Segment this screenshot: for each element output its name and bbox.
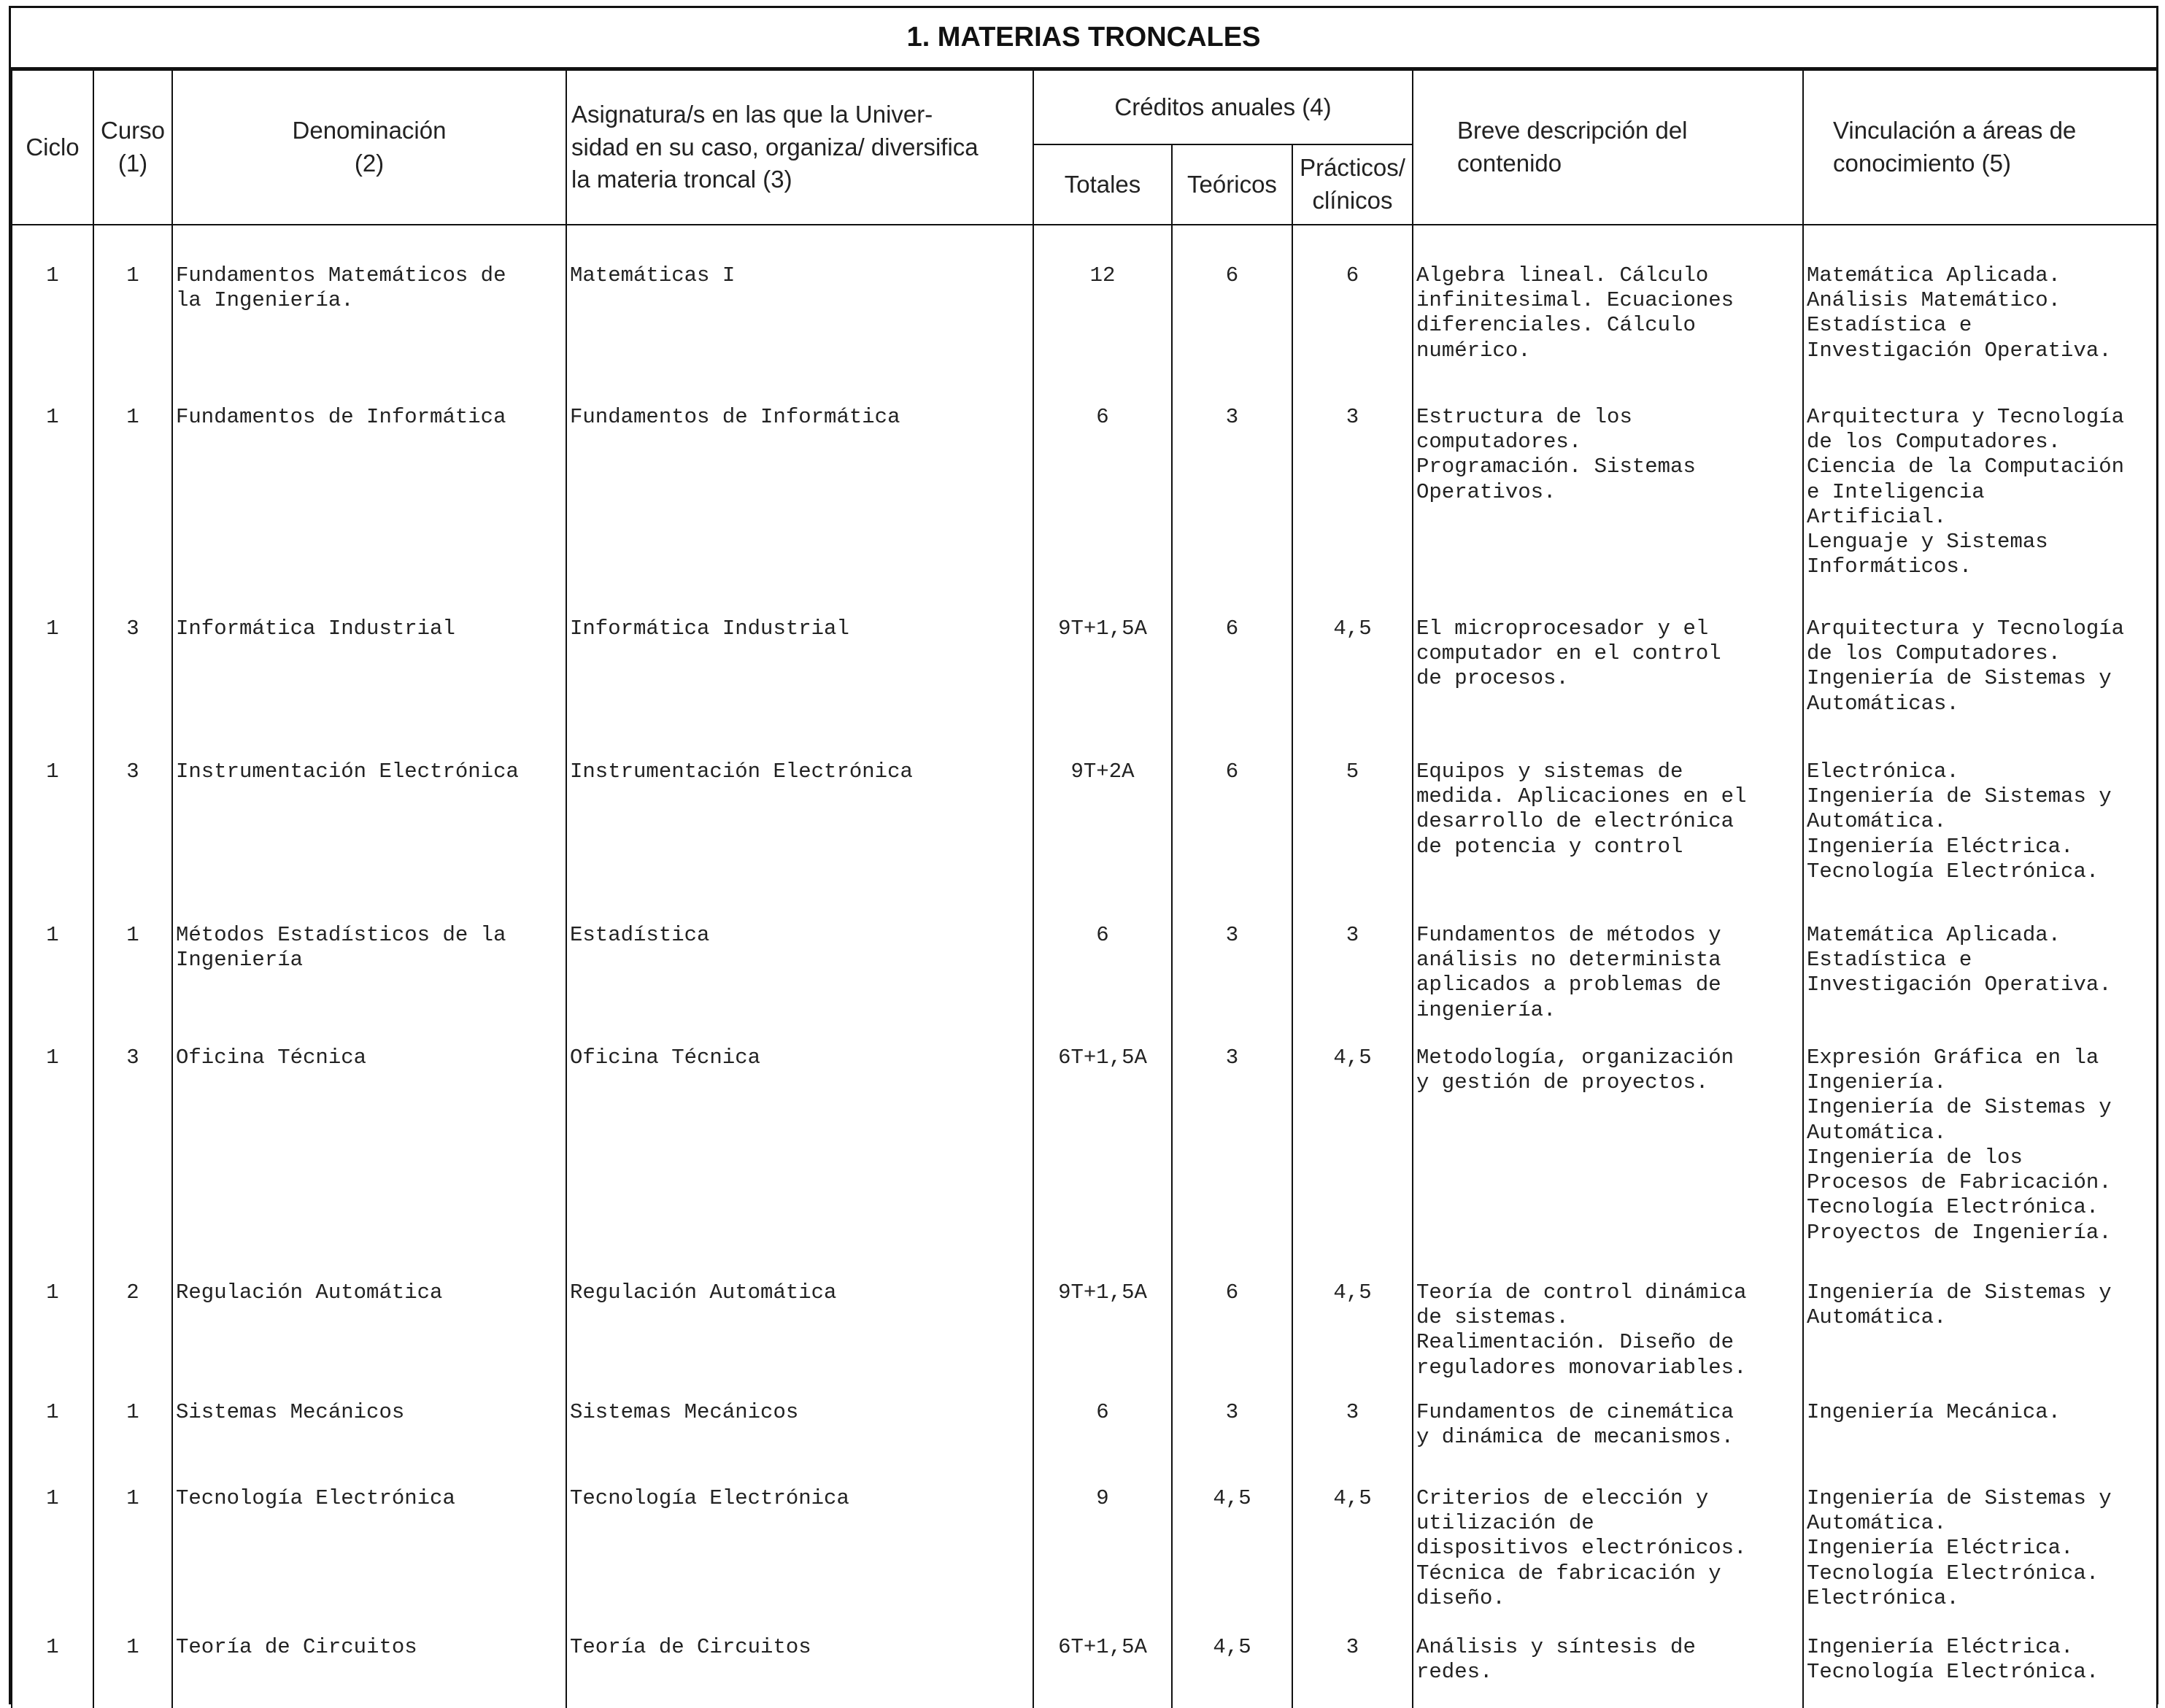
cell-totales: 6T+1,5A [1033,1635,1172,1708]
materias-troncales-sheet [9,6,2158,1704]
cell-descripcion: Estructura de los computadores. Programación. Sistemas Operativos. [1413,405,1803,617]
cell-asignatura: Sistemas Mecánicos [566,1400,1033,1486]
cell-descripcion: Metodología, organización y gestión de proyectos. [1413,1046,1803,1280]
cell-totales: 9T+1,5A [1033,1280,1172,1400]
cell-vinculacion: Ingeniería Eléctrica. Tecnología Electrónica. [1803,1635,2157,1708]
cell-denominacion: Métodos Estadísticos de la Ingeniería [172,923,566,1046]
table-row [12,1486,2157,1635]
cell-totales: 9T+1,5A [1033,617,1172,760]
cell-teoricos: 6 [1172,263,1292,405]
cell-descripcion: Fundamentos de métodos y análisis no determinista aplicados a problemas de ingeniería. [1413,923,1803,1046]
col-denominacion: Denominación (2) [172,70,566,225]
col-ciclo: Ciclo [12,70,93,225]
cell-totales: 12 [1033,263,1172,405]
cell-practicos: 6 [1292,263,1413,405]
cell-ciclo: 1 [12,1280,93,1400]
cell-denominacion: Fundamentos Matemáticos de la Ingeniería. [172,263,566,405]
cell-teoricos: 6 [1172,760,1292,923]
cell-curso: 3 [93,1046,172,1280]
cell-teoricos: 4,5 [1172,1635,1292,1708]
cell-vinculacion: Ingeniería Mecánica. [1803,1400,2157,1486]
cell-teoricos: 3 [1172,923,1292,1046]
cell-teoricos: 3 [1172,1046,1292,1280]
col-curso: Curso (1) [93,70,172,225]
cell-asignatura: Tecnología Electrónica [566,1486,1033,1635]
materias-table [11,69,2158,1708]
cell-practicos: 3 [1292,1400,1413,1486]
cell-totales: 6 [1033,1400,1172,1486]
cell-curso: 1 [93,263,172,405]
section-title: 1. MATERIAS TRONCALES [11,8,2156,69]
table-row [12,1400,2157,1486]
cell-denominacion: Tecnología Electrónica [172,1486,566,1635]
cell-asignatura: Instrumentación Electrónica [566,760,1033,923]
cell-curso: 3 [93,617,172,760]
cell-ciclo: 1 [12,263,93,405]
col-descripcion: Breve descripción del contenido [1413,70,1803,225]
cell-descripcion: Fundamentos de cinemática y dinámica de mecanismos. [1413,1400,1803,1486]
cell-practicos: 4,5 [1292,1046,1413,1280]
cell-curso: 1 [93,405,172,617]
col-vinculacion: Vinculación a áreas de conocimiento (5) [1803,70,2157,225]
cell-denominacion: Regulación Automática [172,1280,566,1400]
cell-vinculacion: Arquitectura y Tecnología de los Computadores. Ingeniería de Sistemas y Automáticas. [1803,617,2157,760]
col-practicos: Prácticos/ clínicos [1292,144,1413,225]
cell-totales: 6 [1033,923,1172,1046]
cell-asignatura: Matemáticas I [566,263,1033,405]
cell-totales: 6 [1033,405,1172,617]
cell-denominacion: Fundamentos de Informática [172,405,566,617]
cell-curso: 1 [93,1400,172,1486]
col-creditos: Créditos anuales (4) [1033,70,1413,144]
cell-curso: 1 [93,1486,172,1635]
spacer-row [12,225,2157,263]
cell-vinculacion: Expresión Gráfica en la Ingeniería. Ingeniería de Sistemas y Automática. Ingeniería de los Procesos de Fabricación. Tecnología Electrónica. Proyectos de Ingeniería. [1803,1046,2157,1280]
table-row [12,760,2157,923]
cell-descripcion: Algebra lineal. Cálculo infinitesimal. Ecuaciones diferenciales. Cálculo numérico. [1413,263,1803,405]
cell-asignatura: Oficina Técnica [566,1046,1033,1280]
cell-ciclo: 1 [12,760,93,923]
cell-teoricos: 6 [1172,617,1292,760]
cell-ciclo: 1 [12,923,93,1046]
cell-vinculacion: Ingeniería de Sistemas y Automática. [1803,1280,2157,1400]
cell-vinculacion: Ingeniería de Sistemas y Automática. Ingeniería Eléctrica. Tecnología Electrónica. Electrónica. [1803,1486,2157,1635]
cell-teoricos: 3 [1172,1400,1292,1486]
cell-descripcion: Criterios de elección y utilización de dispositivos electrónicos. Técnica de fabricación y diseño. [1413,1486,1803,1635]
cell-totales: 9T+2A [1033,760,1172,923]
cell-curso: 2 [93,1280,172,1400]
cell-denominacion: Sistemas Mecánicos [172,1400,566,1486]
cell-teoricos: 4,5 [1172,1486,1292,1635]
cell-asignatura: Estadística [566,923,1033,1046]
cell-asignatura: Fundamentos de Informática [566,405,1033,617]
cell-ciclo: 1 [12,1486,93,1635]
cell-descripcion: Análisis y síntesis de redes. [1413,1635,1803,1708]
cell-asignatura: Informática Industrial [566,617,1033,760]
cell-curso: 3 [93,760,172,923]
cell-asignatura: Regulación Automática [566,1280,1033,1400]
cell-descripcion: Teoría de control dinámica de sistemas. Realimentación. Diseño de reguladores monovariables. [1413,1280,1803,1400]
table-row [12,263,2157,405]
cell-ciclo: 1 [12,1046,93,1280]
cell-totales: 9 [1033,1486,1172,1635]
table-row [12,405,2157,617]
cell-vinculacion: Matemática Aplicada. Estadística e Investigación Operativa. [1803,923,2157,1046]
cell-practicos: 4,5 [1292,1280,1413,1400]
cell-denominacion: Teoría de Circuitos [172,1635,566,1708]
table-row [12,1635,2157,1708]
table-row [12,1046,2157,1280]
cell-descripcion: Equipos y sistemas de medida. Aplicaciones en el desarrollo de electrónica de potencia y control [1413,760,1803,923]
cell-vinculacion: Matemática Aplicada. Análisis Matemático. Estadística e Investigación Operativa. [1803,263,2157,405]
table-row [12,923,2157,1046]
cell-denominacion: Informática Industrial [172,617,566,760]
cell-ciclo: 1 [12,1400,93,1486]
col-teoricos: Teóricos [1172,144,1292,225]
cell-curso: 1 [93,923,172,1046]
cell-asignatura: Teoría de Circuitos [566,1635,1033,1708]
cell-vinculacion: Electrónica. Ingeniería de Sistemas y Automática. Ingeniería Eléctrica. Tecnología Electrónica. [1803,760,2157,923]
cell-practicos: 3 [1292,405,1413,617]
col-totales: Totales [1033,144,1172,225]
cell-ciclo: 1 [12,1635,93,1708]
cell-vinculacion: Arquitectura y Tecnología de los Computadores. Ciencia de la Computación e Inteligencia Artificial. Lenguaje y Sistemas Informáticos. [1803,405,2157,617]
table-row [12,1280,2157,1400]
cell-teoricos: 3 [1172,405,1292,617]
cell-practicos: 5 [1292,760,1413,923]
cell-denominacion: Oficina Técnica [172,1046,566,1280]
cell-ciclo: 1 [12,405,93,617]
cell-descripcion: El microprocesador y el computador en el control de procesos. [1413,617,1803,760]
cell-ciclo: 1 [12,617,93,760]
cell-practicos: 3 [1292,1635,1413,1708]
cell-denominacion: Instrumentación Electrónica [172,760,566,923]
cell-practicos: 3 [1292,923,1413,1046]
cell-totales: 6T+1,5A [1033,1046,1172,1280]
cell-teoricos: 6 [1172,1280,1292,1400]
table-row [12,617,2157,760]
cell-curso: 1 [93,1635,172,1708]
col-asignaturas: Asignatura/s en las que la Univer- sidad en su caso, organiza/ diversifica la materia troncal (3) [566,70,1033,225]
cell-practicos: 4,5 [1292,1486,1413,1635]
cell-practicos: 4,5 [1292,617,1413,760]
